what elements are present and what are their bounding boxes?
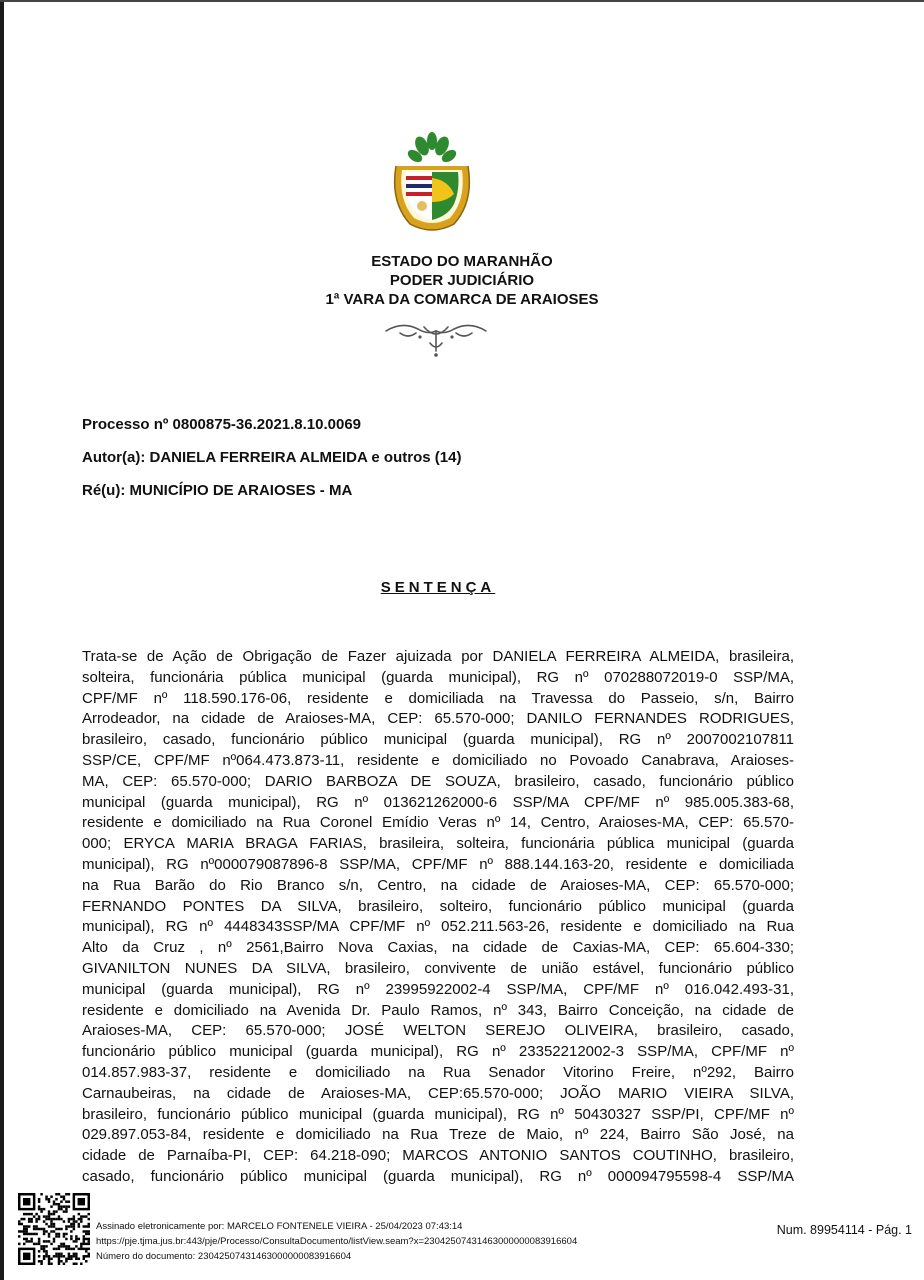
body-line: Alto da Cruz , nº 2561,Bairro Nova Caxias, na cidade de Caxias-MA, CEP: 65.604-330; <box>82 939 794 957</box>
body-line: municipal), RG nº000079087896-8 SSP/MA, CPF/MF nº 888.144.163-20, residente e domiciliada <box>82 855 794 873</box>
body-line: GIVANILTON NUNES DA SILVA, brasileiro, convivente de união estável, funcionário público <box>82 959 794 977</box>
body-line: residente e domiciliado na Avenida Dr. Paulo Ramos, nº 343, Bairro Conceição, na cidade de <box>82 1001 794 1019</box>
footer-document-number: Número do documento: 23042507431463000000083916604 <box>96 1251 352 1262</box>
footer-signature: Assinado eletronicamente por: MARCELO FONTENELE VIEIRA - 25/04/2023 07:43:14 <box>96 1221 463 1232</box>
page-number: Num. 89954114 - Pág. 1 <box>776 1223 912 1237</box>
body-line: funcionário público municipal (guarda municipal), RG nº 23352212002-3 SSP/MA, CPF/MF nº <box>82 1043 794 1061</box>
body-line: FERNANDO PONTES DA SILVA, brasileiro, solteiro, funcionário público municipal (guarda <box>82 897 794 915</box>
body-line: na Rua Barão do Rio Branco s/n, Centro, na cidade de Araioses-MA, CEP: 65.570-000; <box>82 876 794 894</box>
body-line: Carnaubeiras, na cidade de Araioses-MA, CEP:65.570-000; JOÃO MARIO VIEIRA SILVA, <box>82 1084 794 1102</box>
body-line: 029.897.053-84, residente e domiciliado na Rua Treze de Maio, nº 224, Bairro São José, na <box>82 1126 794 1144</box>
maranhao-coat-of-arms-icon <box>386 132 478 234</box>
body-line: MA, CEP: 65.570-000; DARIO BARBOZA DE SOUZA, brasileiro, casado, funcionário público <box>82 772 794 790</box>
decorative-flourish-icon <box>380 317 492 359</box>
body-line: Trata-se de Ação de Obrigação de Fazer ajuizada por DANIELA FERREIRA ALMEIDA, brasileira, <box>82 648 794 665</box>
body-line: cidade de Parnaíba-PI, CEP: 64.218-090; MARCOS ANTONIO SANTOS COUTINHO, brasileiro, <box>82 1147 794 1165</box>
body-line: Arrodeador, na cidade de Araioses-MA, CEP: 65.570-000; DANILO FERNANDES RODRIGUES, <box>82 710 794 728</box>
body-line: 014.857.983-37, residente e domiciliado na Rua Senador Vitorino Freire, nº292, Bairro <box>82 1063 794 1081</box>
qr-code-icon <box>18 1193 90 1265</box>
body-line: 000; ERYCA MARIA BRAGA FARIAS, brasileira, solteira, funcionária pública municipal (guarda <box>82 835 794 853</box>
body-line: SSP/CE, CPF/MF nº064.473.873-11, residente e domiciliado no Povoado Canabrava, Araioses- <box>82 751 794 769</box>
body-line: brasileiro, casado, funcionário público municipal (guarda municipal), RG nº 2007002107811 <box>82 731 794 749</box>
body-line: residente e domiciliado na Rua Coronel Emídio Veras nº 14, Centro, Araioses-MA, CEP: 65.570- <box>82 814 794 832</box>
page-top-edge <box>0 0 924 2</box>
footer-url: https://pje.tjma.jus.br:443/pje/Processo/ConsultaDocumento/listView.seam?x=23042507431463000000083916604 <box>96 1236 578 1247</box>
body-line: Araioses-MA, CEP: 65.570-000; JOSÉ WELTON SEREJO OLIVEIRA, brasileiro, casado, <box>82 1022 794 1040</box>
body-line: CPF/MF nº 118.590.176-06, residente e domiciliada na Travessa do Passeio, s/n, Bairro <box>82 689 794 707</box>
process-number: Processo nº 0800875-36.2021.8.10.0069 <box>82 416 362 433</box>
header-branch: PODER JUDICIÁRIO <box>389 272 535 289</box>
body-line: casado, funcionário público municipal (guarda municipal), RG nº 000094795598-4 SSP/MA <box>82 1167 794 1185</box>
body-line: brasileiro, funcionário público municipal (guarda municipal), RG nº 50430327 SSP/PI, CPF/MF nº <box>82 1105 794 1123</box>
header-court: 1ª VARA DA COMARCA DE ARAIOSES <box>325 291 599 308</box>
page-edge <box>0 0 4 1280</box>
body-line: solteira, funcionária pública municipal (guarda municipal), RG nº 070288072019-0 SSP/MA, <box>82 668 794 686</box>
document-title: SENTENÇA <box>380 579 496 596</box>
body-paragraph <box>82 647 794 1188</box>
header-state: ESTADO DO MARANHÃO <box>371 253 553 270</box>
defendant-line: Ré(u): MUNICÍPIO DE ARAIOSES - MA <box>82 482 353 499</box>
body-line: municipal), RG nº 4448343SSP/MA CPF/MF nº 052.211.563-26, residente e domiciliado na Rua <box>82 918 794 936</box>
body-line: municipal (guarda municipal), RG nº 23995922002-4 SSP/MA, CPF/MF nº 016.042.493-31, <box>82 980 794 998</box>
body-line: municipal (guarda municipal), RG nº 013621262000-6 SSP/MA CPF/MF nº 985.005.383-68, <box>82 793 794 811</box>
author-line: Autor(a): DANIELA FERREIRA ALMEIDA e outros (14) <box>82 449 462 466</box>
